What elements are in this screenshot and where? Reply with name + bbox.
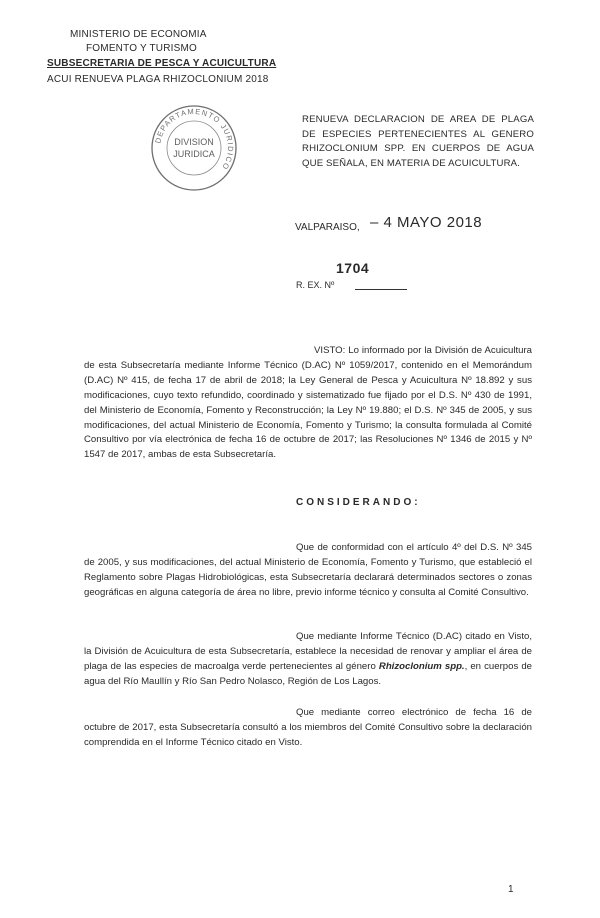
document-title: RENUEVA DECLARACION DE AREA DE PLAGA DE ESPECIES PERTENECIENTES AL GENERO RHIZOCLONIUM SPP. EN CUERPOS DE AGUA QUE SEÑALA, EN MATERIA DE ACUICULTURA. (302, 114, 534, 169)
considerando-3: Que mediante correo electrónico de fecha 16 de octubre de 2017, esta Subsecretaría consultó a los miembros del Comité Consultivo sobre la declaración comprendida en el Informe Técnico citado en Visto. (84, 707, 532, 748)
place: VALPARAISO, (295, 222, 360, 233)
resolution-underline (355, 289, 407, 290)
considerando-2 (84, 630, 532, 690)
considerando-2-tail: , en cuerpos de agua del Río Maullín y Río San Pedro Nolasco, Región de Los Lagos. (84, 660, 532, 687)
resolution-label: R. EX. Nº (296, 280, 335, 290)
stamp-center-line2: JURIDICA (173, 149, 215, 159)
header-subsecretaria: SUBSECRETARIA DE PESCA Y ACUICULTURA (47, 58, 277, 69)
department-stamp (148, 102, 240, 194)
header-ministry-sub: FOMENTO Y TURISMO (86, 43, 198, 54)
date: – 4 MAYO 2018 (370, 214, 483, 231)
stamp-ring-text: DEPARTAMENTO JURIDICO (153, 106, 236, 172)
stamp-center-line1: DIVISION (174, 137, 214, 147)
header-ministry: MINISTERIO DE ECONOMIA (70, 29, 207, 40)
header-reference: ACUI RENUEVA PLAGA RHIZOCLONIUM 2018 (47, 74, 269, 85)
resolution-number: 1704 (336, 260, 370, 276)
considerando-2-text: Que mediante Informe Técnico (D.AC) citado en Visto, la División de Acuicultura de esta Subsecretaría, establece la necesidad de renovar y ampliar el área de plaga de las especies de macroalga verde pertenecientes al género (84, 631, 532, 672)
page-number: 1 (508, 884, 514, 895)
considerando-1: Que de conformidad con el artículo 4º del D.S. Nº 345 de 2005, y sus modificaciones, del actual Ministerio de Economía, Fomento y Turismo, que estableció el Reglamento sobre Plagas Hidrobiológicas, esta Subsecretaría declarará determinados sectores o zonas geográficas en alguna categoría de área no libre, previo informe técnico y consulta al Comité Consultivo. (84, 542, 532, 598)
considerando-heading: CONSIDERANDO: (296, 497, 421, 508)
visto-paragraph: VISTO: Lo informado por la División de Acuicultura de esta Subsecretaría mediante Informe Técnico (D.AC) Nº 1059/2017, contenido en el Memorándum (D.AC) Nº 415, de fecha 17 de abril de 2018; la Ley General de Pesca y Acuicultura Nº 18.892 y sus modificaciones, cuyo texto refundido, coordinado y sistematizado fue fijado por el D.S. Nº 430 de 1991, del Ministerio de Economía, Fomento y Reconstrucción; la Ley Nº 19.880; el D.S. Nº 345 de 2005, y sus modificaciones, del actual Ministerio de Economía, Fomento y Turismo; la consulta formulada al Comité Consultivo por vía electrónica de fecha 16 de octubre de 2017; las Resoluciones Nº 1346 de 2015 y Nº 1547 de 2017, ambas de esta Subsecretaría. (84, 345, 532, 461)
genus-name: Rhizoclonium spp. (378, 660, 465, 672)
